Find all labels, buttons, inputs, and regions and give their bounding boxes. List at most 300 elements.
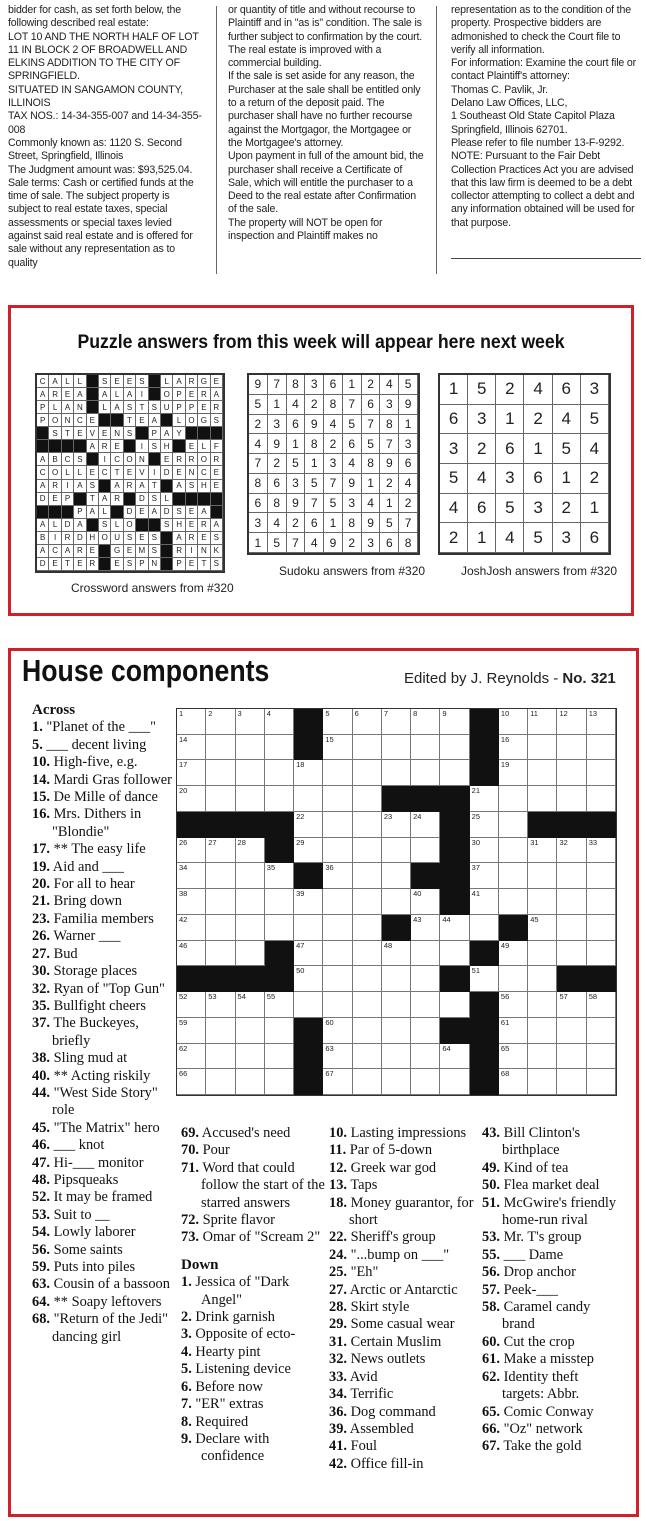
answer-cell: R	[74, 545, 86, 558]
crossword-cell[interactable]	[353, 812, 382, 838]
crossword-cell[interactable]	[528, 1044, 557, 1070]
crossword-cell[interactable]	[236, 915, 265, 941]
clue-num: 67.	[482, 1438, 500, 1455]
clue	[482, 1264, 622, 1281]
crossword-cell[interactable]	[587, 760, 616, 786]
crossword-cell[interactable]	[382, 1044, 411, 1070]
sudoku-cell: 7	[287, 533, 306, 553]
clue-text: "Eh"	[347, 1264, 379, 1281]
crossword-cell[interactable]	[265, 709, 294, 735]
crossword-cell[interactable]	[206, 889, 235, 915]
clue-number: 47	[296, 940, 305, 950]
crossword-cell[interactable]	[177, 709, 206, 735]
crossword-cell[interactable]	[353, 1069, 382, 1095]
crossword-cell[interactable]	[411, 941, 440, 967]
crossword-cell[interactable]	[499, 1018, 528, 1044]
legal-paragraph: The real estate is improved with a commercial building.	[228, 43, 382, 70]
crossword-cell[interactable]	[323, 941, 352, 967]
answer-cell: G	[111, 545, 123, 558]
crossword-cell[interactable]	[265, 915, 294, 941]
crossword-cell[interactable]	[411, 915, 440, 941]
crossword-cell[interactable]	[206, 1018, 235, 1044]
crossword-cell[interactable]	[528, 735, 557, 761]
clue-num: 39.	[329, 1420, 347, 1437]
crossword-cell[interactable]	[323, 812, 352, 838]
crossword-cell[interactable]	[177, 786, 206, 812]
crossword-cell[interactable]	[499, 838, 528, 864]
answer-cell: N	[74, 401, 86, 414]
crossword-cell[interactable]	[587, 915, 616, 941]
crossword-cell[interactable]	[294, 889, 323, 915]
crossword-cell[interactable]	[382, 709, 411, 735]
crossword-cell[interactable]	[353, 966, 382, 992]
crossword-cell[interactable]	[206, 863, 235, 889]
black-square	[294, 863, 323, 889]
answer-cell: S	[149, 440, 161, 453]
crossword-cell[interactable]	[499, 735, 528, 761]
crossword-cell[interactable]	[323, 1069, 352, 1095]
joshjosh-answer-caption: JoshJosh answers from #320	[461, 564, 618, 578]
clue-num: 12.	[329, 1159, 347, 1176]
answer-cell: I	[49, 532, 61, 545]
answer-cell: A	[74, 519, 86, 532]
crossword-cell[interactable]	[528, 992, 557, 1018]
answer-cell: S	[124, 427, 136, 440]
crossword-cell[interactable]	[353, 709, 382, 735]
crossword-cell[interactable]	[528, 709, 557, 735]
crossword-cell[interactable]	[265, 786, 294, 812]
crossword-cell[interactable]	[294, 966, 323, 992]
crossword-cell[interactable]	[206, 838, 235, 864]
crossword-cell[interactable]	[294, 786, 323, 812]
crossword-cell[interactable]	[557, 838, 586, 864]
crossword-cell[interactable]	[177, 1018, 206, 1044]
crossword-cell[interactable]	[236, 838, 265, 864]
joshjosh-cell: 6	[440, 405, 468, 435]
answer-cell: C	[37, 466, 49, 479]
clue-text: High-five, e.g.	[50, 754, 138, 771]
crossword-cell[interactable]	[411, 709, 440, 735]
crossword-cell[interactable]	[499, 1069, 528, 1095]
crossword-cell[interactable]	[206, 1044, 235, 1070]
crossword-cell[interactable]	[353, 760, 382, 786]
crossword-cell[interactable]	[353, 1018, 382, 1044]
clue-text: Some saints	[50, 1241, 123, 1258]
answer-cell: E	[198, 401, 210, 414]
clue-text: "The Matrix" hero	[50, 1119, 160, 1136]
sudoku-cell: 6	[399, 454, 418, 474]
crossword-cell[interactable]	[294, 915, 323, 941]
answer-cell: T	[111, 466, 123, 479]
answer-cell: P	[173, 558, 185, 571]
crossword-cell[interactable]	[587, 1018, 616, 1044]
crossword-cell[interactable]	[236, 1069, 265, 1095]
answer-cell: E	[87, 545, 99, 558]
clue-num: 14.	[32, 771, 50, 788]
crossword-cell[interactable]	[382, 735, 411, 761]
answer-cell: A	[111, 480, 123, 493]
answer-cell: S	[87, 480, 99, 493]
clue-num: 57.	[482, 1281, 500, 1298]
clue-number: 15	[325, 734, 334, 744]
clue	[329, 1316, 479, 1333]
crossword-cell[interactable]	[294, 760, 323, 786]
answer-cell	[198, 493, 210, 506]
crossword-cell[interactable]	[557, 941, 586, 967]
crossword-cell[interactable]	[557, 863, 586, 889]
crossword-cell[interactable]	[440, 709, 469, 735]
clue-text: Par of 5-down	[346, 1142, 433, 1159]
crossword-cell[interactable]	[557, 1018, 586, 1044]
answer-cell: P	[37, 401, 49, 414]
clue-num: 55.	[482, 1246, 500, 1263]
crossword-cell[interactable]	[587, 1044, 616, 1070]
crossword-cell[interactable]	[557, 915, 586, 941]
crossword-cell[interactable]	[177, 863, 206, 889]
clue-num: 54.	[32, 1224, 50, 1241]
black-square	[440, 863, 469, 889]
crossword-cell[interactable]	[265, 1044, 294, 1070]
answer-cell: B	[49, 453, 61, 466]
crossword-cell[interactable]	[265, 992, 294, 1018]
crossword-cell[interactable]	[323, 863, 352, 889]
answer-cell: S	[211, 532, 223, 545]
crossword-cell[interactable]	[177, 941, 206, 967]
clue-number: 10	[500, 709, 510, 718]
clue-number: 8	[413, 709, 418, 718]
legal-paragraph: For information: Examine the court file or contact Plaintiff's attorney:	[451, 57, 637, 83]
answer-cell: O	[49, 466, 61, 479]
crossword-cell[interactable]	[353, 786, 382, 812]
crossword-cell[interactable]	[499, 992, 528, 1018]
crossword-cell[interactable]	[587, 992, 616, 1018]
answer-cell: S	[124, 401, 136, 414]
crossword-cell[interactable]	[177, 1044, 206, 1070]
clue-text: Pour	[199, 1142, 230, 1159]
crossword-cell[interactable]	[470, 786, 499, 812]
crossword-cell[interactable]	[557, 1069, 586, 1095]
crossword-cell[interactable]	[323, 786, 352, 812]
answer-cell: A	[62, 545, 74, 558]
crossword-cell[interactable]	[206, 709, 235, 735]
answer-cell: A	[173, 532, 185, 545]
crossword-cell[interactable]	[587, 786, 616, 812]
answer-cell: E	[136, 414, 148, 427]
crossword-cell[interactable]	[265, 1069, 294, 1095]
clue-number: 40	[413, 889, 422, 899]
clue-num: 71.	[181, 1159, 199, 1176]
crossword-cell[interactable]	[411, 1018, 440, 1044]
clue-text: Sheriff's group	[347, 1229, 436, 1246]
crossword-cell[interactable]	[265, 863, 294, 889]
clue-text: ___ knot	[50, 1137, 105, 1154]
answer-cell	[49, 506, 61, 519]
clue	[329, 1177, 479, 1194]
clue-text: Lowly laborer	[50, 1224, 136, 1241]
black-square	[206, 966, 235, 992]
crossword-cell[interactable]	[323, 760, 352, 786]
answer-cell: I	[186, 545, 198, 558]
crossword-cell[interactable]	[206, 941, 235, 967]
crossword-cell[interactable]	[499, 1044, 528, 1070]
sudoku-cell: 8	[287, 375, 306, 395]
crossword-cell[interactable]	[265, 735, 294, 761]
crossword-cell[interactable]	[528, 889, 557, 915]
answer-cell: A	[173, 480, 185, 493]
crossword-cell[interactable]	[528, 863, 557, 889]
clue	[32, 928, 174, 945]
clue-num: 51.	[482, 1194, 500, 1211]
crossword-cell[interactable]	[177, 889, 206, 915]
crossword-cell[interactable]	[206, 760, 235, 786]
clue-number: 34	[179, 863, 188, 873]
clue-num: 43.	[482, 1125, 500, 1141]
crossword-cell[interactable]	[528, 1069, 557, 1095]
crossword-cell[interactable]	[411, 1044, 440, 1070]
crossword-cell[interactable]	[323, 1018, 352, 1044]
crossword-cell[interactable]	[470, 915, 499, 941]
joshjosh-cell: 4	[468, 464, 496, 494]
answer-cell: R	[211, 401, 223, 414]
sudoku-cell: 5	[362, 434, 381, 454]
crossword-cell[interactable]	[499, 863, 528, 889]
clue-text: Pipsqueaks	[50, 1171, 119, 1188]
crossword-cell[interactable]	[236, 786, 265, 812]
crossword-cell[interactable]	[587, 941, 616, 967]
crossword-cell[interactable]	[323, 889, 352, 915]
crossword-cell[interactable]	[353, 838, 382, 864]
crossword-cell[interactable]	[382, 760, 411, 786]
answer-cell: R	[49, 480, 61, 493]
clue	[329, 1247, 479, 1264]
clue-text: Kind of tea	[500, 1159, 569, 1176]
crossword-cell[interactable]	[236, 760, 265, 786]
crossword-cell[interactable]	[323, 915, 352, 941]
crossword-cell[interactable]	[411, 735, 440, 761]
clue-number: 64	[442, 1043, 451, 1053]
crossword-cell[interactable]	[470, 812, 499, 838]
clue-text: Foul	[347, 1438, 377, 1455]
crossword-cell[interactable]	[177, 992, 206, 1018]
crossword-cell[interactable]	[587, 1069, 616, 1095]
crossword-cell[interactable]	[411, 966, 440, 992]
clue-number: 12	[559, 709, 568, 718]
answer-cell: A	[74, 388, 86, 401]
clue-number: 36	[325, 863, 334, 873]
crossword-cell[interactable]	[177, 915, 206, 941]
clue-number: 21	[471, 786, 480, 796]
black-square	[499, 915, 528, 941]
joshjosh-cell: 3	[440, 434, 468, 464]
clue-number: 67	[325, 1069, 334, 1079]
crossword-cell[interactable]	[236, 992, 265, 1018]
crossword-cell[interactable]	[528, 915, 557, 941]
crossword-cell[interactable]	[528, 1018, 557, 1044]
crossword-cell[interactable]	[382, 863, 411, 889]
crossword-cell[interactable]	[236, 1044, 265, 1070]
crossword-cell[interactable]	[382, 941, 411, 967]
crossword-cell[interactable]	[411, 838, 440, 864]
crossword-cell[interactable]	[440, 1044, 469, 1070]
crossword-cell[interactable]	[323, 1044, 352, 1070]
crossword-cell[interactable]	[440, 760, 469, 786]
answer-cell	[211, 506, 223, 519]
crossword-cell[interactable]	[528, 966, 557, 992]
answer-cell: E	[186, 558, 198, 571]
crossword-cell[interactable]	[236, 709, 265, 735]
crossword-cell[interactable]	[557, 786, 586, 812]
crossword-cell[interactable]	[499, 709, 528, 735]
clue-text: Money guarantor, for short	[347, 1194, 474, 1229]
crossword-cell[interactable]	[411, 760, 440, 786]
crossword-cell[interactable]	[499, 966, 528, 992]
crossword-cell[interactable]	[177, 735, 206, 761]
crossword-cell[interactable]	[499, 812, 528, 838]
crossword-cell[interactable]	[411, 1069, 440, 1095]
black-square	[382, 915, 411, 941]
answer-cell: L	[74, 466, 86, 479]
crossword-cell[interactable]	[206, 786, 235, 812]
crossword-cell[interactable]	[587, 735, 616, 761]
crossword-cell[interactable]	[440, 915, 469, 941]
crossword-cell[interactable]	[557, 760, 586, 786]
crossword-cell[interactable]	[382, 966, 411, 992]
clue	[329, 1404, 479, 1421]
crossword-cell[interactable]	[557, 709, 586, 735]
joshjosh-cell: 3	[524, 494, 552, 524]
crossword-cell[interactable]	[353, 863, 382, 889]
crossword-cell[interactable]	[323, 992, 352, 1018]
crossword-cell[interactable]	[236, 735, 265, 761]
crossword-cell[interactable]	[177, 760, 206, 786]
crossword-cell[interactable]	[528, 838, 557, 864]
crossword-cell[interactable]	[499, 889, 528, 915]
crossword-cell[interactable]	[499, 941, 528, 967]
answer-cell: V	[87, 427, 99, 440]
crossword-cell[interactable]	[382, 1069, 411, 1095]
clue-num: 56.	[482, 1264, 500, 1281]
crossword-cell[interactable]	[499, 760, 528, 786]
crossword-cell[interactable]	[265, 1018, 294, 1044]
crossword-cell[interactable]	[206, 1069, 235, 1095]
clue-text: Skirt style	[347, 1299, 410, 1316]
answer-cell: S	[149, 401, 161, 414]
crossword-cell[interactable]	[499, 786, 528, 812]
crossword-cell[interactable]	[323, 735, 352, 761]
crossword-cell[interactable]	[236, 1018, 265, 1044]
sudoku-cell: 8	[324, 395, 343, 415]
answer-cell: R	[173, 453, 185, 466]
answer-cell: A	[87, 440, 99, 453]
clue-number: 60	[325, 1017, 334, 1027]
crossword-cell[interactable]	[353, 992, 382, 1018]
crossword-cell[interactable]	[353, 1044, 382, 1070]
crossword-cell[interactable]	[470, 863, 499, 889]
crossword-cell[interactable]	[236, 863, 265, 889]
answer-cell: A	[37, 480, 49, 493]
crossword-cell[interactable]	[587, 863, 616, 889]
crossword-cell[interactable]	[294, 838, 323, 864]
crossword-cell[interactable]	[206, 735, 235, 761]
crossword-cell[interactable]	[382, 889, 411, 915]
legal-paragraph: The property will NOT be open for inspection and Plaintiff makes no	[228, 216, 383, 243]
crossword-cell[interactable]	[587, 709, 616, 735]
clue-number: 32	[559, 837, 568, 847]
crossword-cell[interactable]	[177, 1069, 206, 1095]
crossword-cell[interactable]	[236, 941, 265, 967]
black-square	[265, 838, 294, 864]
crossword-cell[interactable]	[557, 889, 586, 915]
crossword-cell[interactable]	[265, 760, 294, 786]
crossword-cell[interactable]	[265, 889, 294, 915]
crossword-cell[interactable]	[557, 735, 586, 761]
crossword-cell[interactable]	[411, 992, 440, 1018]
clue-text: "...bump on ___"	[347, 1246, 450, 1263]
crossword-cell[interactable]	[470, 838, 499, 864]
crossword-cell[interactable]	[353, 915, 382, 941]
crossword-cell[interactable]	[382, 1018, 411, 1044]
crossword-cell[interactable]	[557, 1044, 586, 1070]
clue-text: Greek war god	[347, 1159, 437, 1176]
crossword-cell[interactable]	[470, 889, 499, 915]
joshjosh-cell: 3	[553, 523, 581, 553]
crossword-cell[interactable]	[206, 915, 235, 941]
crossword-cell[interactable]	[177, 838, 206, 864]
crossword-cell[interactable]	[587, 889, 616, 915]
crossword-cell[interactable]	[382, 812, 411, 838]
crossword-cell[interactable]	[440, 1069, 469, 1095]
crossword-cell[interactable]	[382, 992, 411, 1018]
crossword-cell[interactable]	[323, 966, 352, 992]
clue-num: 2.	[181, 1309, 192, 1326]
clue-number: 9	[442, 709, 447, 718]
sudoku-cell: 3	[324, 454, 343, 474]
crossword-cell[interactable]	[206, 992, 235, 1018]
clue-number: 46	[179, 940, 188, 950]
crossword-cell[interactable]	[411, 889, 440, 915]
crossword-cell[interactable]	[294, 992, 323, 1018]
clue-text: Word that could follow the start of the starred answers	[199, 1159, 325, 1211]
crossword-cell[interactable]	[294, 941, 323, 967]
crossword-cell[interactable]	[440, 941, 469, 967]
crossword-cell[interactable]	[353, 889, 382, 915]
sudoku-cell: 2	[343, 533, 362, 553]
crossword-cell[interactable]	[323, 838, 352, 864]
crossword-cell[interactable]	[353, 735, 382, 761]
answer-cell: P	[136, 558, 148, 571]
crossword-cell[interactable]	[587, 838, 616, 864]
crossword-cell[interactable]	[528, 786, 557, 812]
answer-cell: O	[124, 453, 136, 466]
crossword-cell[interactable]	[440, 735, 469, 761]
crossword-cell[interactable]	[353, 941, 382, 967]
crossword-cell[interactable]	[528, 760, 557, 786]
crossword-cell[interactable]	[557, 992, 586, 1018]
crossword-cell[interactable]	[411, 812, 440, 838]
crossword-cell[interactable]	[470, 966, 499, 992]
crossword-cell[interactable]	[294, 812, 323, 838]
crossword-cell[interactable]	[440, 992, 469, 1018]
crossword-cell[interactable]	[236, 889, 265, 915]
answer-cell: O	[198, 453, 210, 466]
black-square	[528, 812, 557, 838]
clue-num: 1.	[181, 1274, 192, 1291]
crossword-cell[interactable]	[323, 709, 352, 735]
crossword-cell[interactable]	[528, 941, 557, 967]
legal-paragraph: NOTE: Pursuant to the Fair Debt Collection Practices Act you are advised that this law firm is deemed to be a debt collector attempting to collect a debt and any information obtained will be used for that purpose.	[451, 150, 635, 229]
crossword-cell[interactable]	[382, 838, 411, 864]
answer-cell: A	[198, 506, 210, 519]
